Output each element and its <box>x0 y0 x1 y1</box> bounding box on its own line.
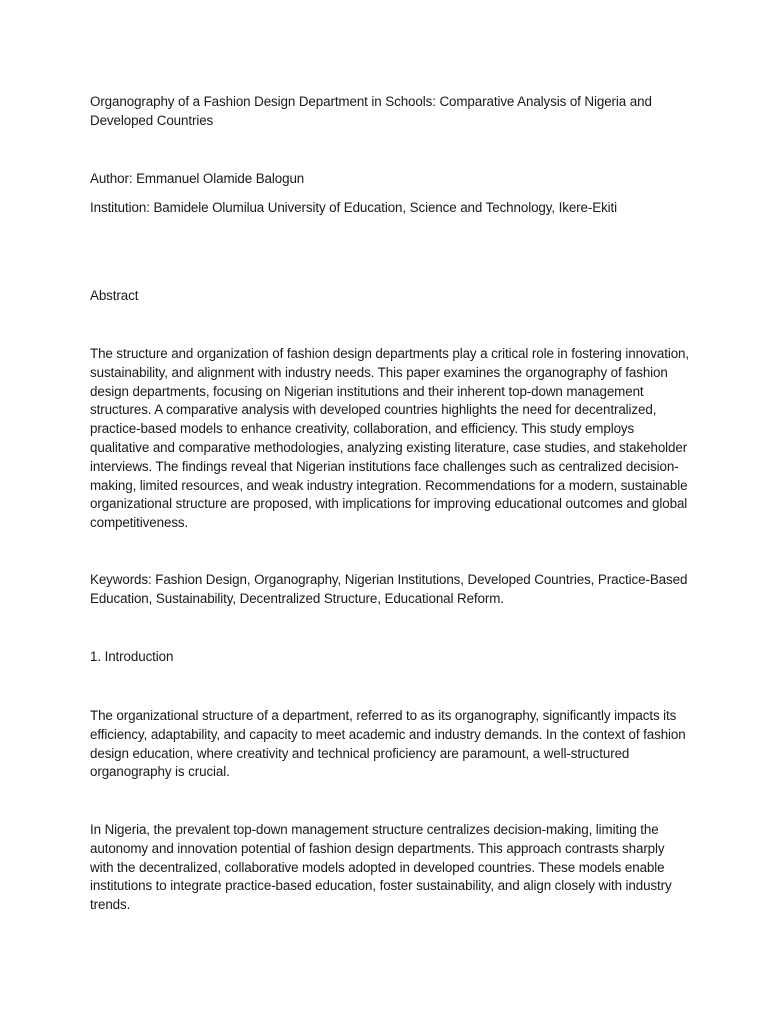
introduction-heading: 1. Introduction <box>90 649 174 664</box>
author-line: Author: Emmanuel Olamide Balogun <box>90 171 305 186</box>
institution-line: Institution: Bamidele Olumilua University of Education, Science and Technology, Ikere-Ekiti <box>90 200 618 215</box>
introduction-paragraph-2: In Nigeria, the prevalent top-down management structure centralizes decision-making, limiting the autonomy and innovation potential of fashion design departments. This approach contrasts sharply with the decentralized, collaborative models adopted in developed countries. These models enable institutions to integrate practice-based education, foster sustainability, and align closely with industry trends. <box>90 822 672 913</box>
keywords-paragraph: Keywords: Fashion Design, Organography, Nigerian Institutions, Developed Countries, Practice-Based Education, Sustainability, Decentralized Structure, Educational Reform. <box>90 572 688 606</box>
abstract-heading: Abstract <box>90 288 139 303</box>
paper-title: Organography of a Fashion Design Department in Schools: Comparative Analysis of Nigeria and Developed Countries <box>90 94 652 128</box>
abstract-paragraph: The structure and organization of fashion design departments play a critical role in fostering innovation, sustainability, and alignment with industry needs. This paper examines the organography of fashion design departments, focusing on Nigerian institutions and their inherent top-down management structures. A comparative analysis with developed countries highlights the need for decentralized, practice-based models to enhance creativity, collaboration, and efficiency. This study employs qualitative and comparative methodologies, analyzing existing literature, case studies, and stakeholder interviews. The findings reveal that Nigerian institutions face challenges such as centralized decision-making, limited resources, and weak industry integration. Recommendations for a modern, sustainable organizational structure are proposed, with implications for improving educational outcomes and global competitiveness. <box>90 346 690 531</box>
introduction-paragraph-1: The organizational structure of a department, referred to as its organography, significantly impacts its efficiency, adaptability, and capacity to meet academic and industry demands. In the context of fashion design education, where creativity and technical proficiency are paramount, a well-structured organography is crucial. <box>90 708 686 780</box>
